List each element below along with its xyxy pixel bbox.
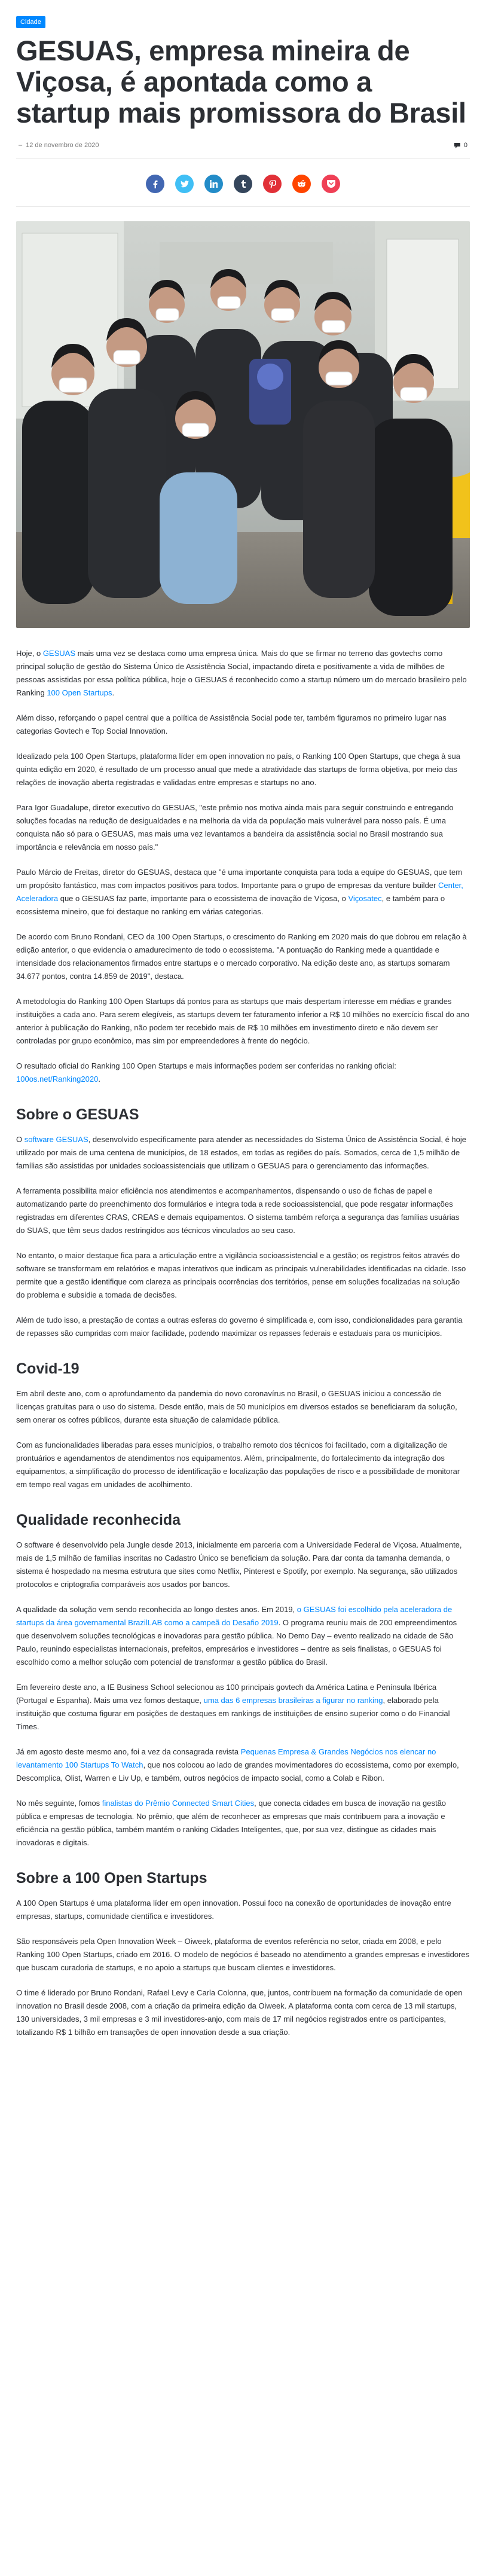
section-heading-sobre-100-open-startups: Sobre a 100 Open Startups <box>16 1870 207 1887</box>
paragraph: Além de tudo isso, a prestação de contas a outras esferas do governo é simplificada e, com isso, condicionalidades para garantia de repasses são cumpridas com maior facilidade, podendo maximizar os repasses federais e estaduais para os municípios. <box>16 1316 463 1338</box>
pinterest-share-button[interactable] <box>263 175 282 193</box>
open-startups-link[interactable]: 100 Open Startups <box>47 688 112 697</box>
text: . <box>98 1075 100 1083</box>
article-body <box>16 647 470 2039</box>
center-aceleradora-link[interactable]: Center, Aceleradora <box>16 881 463 903</box>
pocket-icon <box>327 180 335 188</box>
vicosatec-link[interactable]: Viçosatec <box>348 894 382 903</box>
paragraph: São responsáveis pela Open Innovation Week – Oiweek, plataforma de eventos referência no setor, criada em 2008, e pelo Ranking 100 Open Startups, criado em 2016. O modelo de negócios é baseado no atendimento a grandes empresas e investidores que buscam curadoria de startups, e no apoio a startups que buscam clientes e investidores. <box>16 1937 470 1972</box>
facebook-share-button[interactable] <box>146 175 164 193</box>
section-heading-covid: Covid-19 <box>16 1360 80 1377</box>
text: , que conecta cidades em busca de inovação na gestão pública e empresas de tecnologia. No prêmio, que além de reconhecer as empresas que mais contribuem para a inovação e eficiência na gestão pública, também mantém o ranking Cidades Inteligentes, que, por sua vez, distingue as cidades mais inovadoras e digitais. <box>16 1799 447 1847</box>
paragraph: A ferramenta possibilita maior eficiência nos atendimentos e acompanhamentos, dispensando o uso de fichas de papel e automatizando parte do preenchimento dos formulários e integra toda a rede socioassistencial, que pode resgatar informações registradas em diferentes CRAS, CREAS e demais equipamentos. O sistema também reforça a segurança das famílias usuárias do SUAS, que têm seus dados restringidos aos técnicos vinculados ao seu caso. <box>16 1186 460 1235</box>
text: Em fevereiro deste ano, a IE Business School selecionou as 100 principais govtech da América Latina e Península Ibérica (Portugal e Espanha). Mais uma vez fomos destaque, <box>16 1683 437 1705</box>
paragraph <box>16 1681 470 1733</box>
paragraph <box>16 647 470 700</box>
text: Já em agosto deste mesmo ano, foi a vez da consagrada revista <box>16 1747 241 1756</box>
text: , elaborado pela instituição que costuma figurar em posições de destaques em rankings de instituições de ensino superior como o do Financial Times. <box>16 1696 450 1731</box>
linkedin-share-button[interactable] <box>204 175 223 193</box>
category-badge[interactable]: Cidade <box>16 16 45 28</box>
share-buttons <box>16 175 470 193</box>
post-date-text: 12 de novembro de 2020 <box>26 142 99 149</box>
paragraph <box>16 866 470 918</box>
paragraph: O software é desenvolvido pela Jungle desde 2013, inicialmente em parceria com a Universidade Federal de Viçosa. Atualmente, mais de 1,5 milhão de famílias inscritas no Cadastro Único se beneficiam da solução. Para dar conta da tamanha demanda, o sistema é hospedado na mesma estrutura que sites como Netflix, Pinterest e Spotify, por exemplo. Na segurança, são utilizados protocolos e criptografia comparáveis aos usados por bancos. <box>16 1540 462 1589</box>
twitter-share-button[interactable] <box>175 175 194 193</box>
text: . O programa reuniu mais de 200 empreendimentos que desenvolvem soluções tecnológicas e inovadoras para gestão pública. No Demo Day – evento realizado na cidade de São Paulo, reunindo especialistas internacionais, prefeitos, empresários e investidores – dentre as seis finalistas, o GESUAS foi escolhido como a melhor solução com potencial de transformar a gestão pública do Brasil. <box>16 1618 457 1667</box>
featured-photo <box>16 221 470 628</box>
tumblr-share-button[interactable] <box>234 175 252 193</box>
text: Paulo Márcio de Freitas, diretor do GESUAS, destaca que "é uma importante conquista para toda a equipe do GESUAS, que tem um propósito fantástico, mas com impactos positivos para todos. Importante para o grupo de empresas da venture builder <box>16 868 463 890</box>
comments-count-text: 0 <box>463 142 467 149</box>
meta-divider <box>16 158 470 159</box>
text: A qualidade da solução vem sendo reconhecida ao longo destes anos. Em 2019, <box>16 1605 297 1614</box>
paragraph <box>16 1060 470 1086</box>
linkedin-icon <box>210 180 218 188</box>
team-photo-illustration <box>16 221 470 628</box>
text: Hoje, o <box>16 649 43 658</box>
section-heading-sobre-gesuas: Sobre o GESUAS <box>16 1106 139 1123</box>
text: , que nos colocou ao lado de grandes movimentadores do ecossistema, como por exemplo, Descomplica, Olist, Warren e Liv Up, e também, outros negócios de impacto social, como a Colab e Ribon. <box>16 1760 459 1783</box>
paragraph: Além disso, reforçando o papel central que a política de Assistência Social pode ter, também figuramos no primeiro lugar nas categorias Govtech e Top Social Innovation. <box>16 713 447 735</box>
pocket-share-button[interactable] <box>322 175 340 193</box>
ie-ranking-link[interactable]: uma das 6 empresas brasileiras a figurar no ranking <box>203 1696 383 1705</box>
paragraph <box>16 1745 470 1785</box>
paragraph <box>16 1133 470 1173</box>
software-gesuas-link[interactable]: software GESUAS <box>24 1135 88 1144</box>
pegn-link[interactable]: Pequenas Empresa & Grandes Negócios nos elencar no levantamento 100 Startups To Watch <box>16 1747 436 1769</box>
brazillab-link[interactable]: o GESUAS foi escolhido pela aceleradora de startups da área governamental BrazilLAB como a campeã do Desafio 2019 <box>16 1605 453 1627</box>
comments-count[interactable] <box>454 142 467 149</box>
paragraph: No entanto, o maior destaque fica para a articulação entre a vigilância socioassistencial e a gestão; os registros feitos através do software se transformam em relatórios e mapas interativos que indicam as principais vulnerabilidades identificadas na cidade. Isso permite que a gestão identifique com clareza as principais ocorrências dos territórios, pense em soluções focalizadas na solução do problema e subsidie a tomada de decisões. <box>16 1251 466 1299</box>
date-separator-dash: – <box>19 142 23 149</box>
section-heading-qualidade: Qualidade reconhecida <box>16 1512 181 1528</box>
gesuas-link[interactable]: GESUAS <box>42 649 75 658</box>
twitter-icon <box>181 181 189 188</box>
text: . <box>112 688 115 697</box>
paragraph: Idealizado pela 100 Open Startups, plataforma líder em open innovation no país, o Ranking 100 Open Startups, que chega à sua quinta edição em 2020, é resultado de um processo anual que mede a atratividade das startups de forma objetiva, por meio das relações de inovação aberta registradas e validadas entre empresas e startups no ano. <box>16 752 460 787</box>
comment-icon <box>454 142 461 149</box>
reddit-icon <box>297 180 306 188</box>
connected-smart-cities-link[interactable]: finalistas do Prêmio Connected Smart Cities <box>102 1799 255 1808</box>
paragraph: A metodologia do Ranking 100 Open Startups dá pontos para as startups que mais despertam interesse em médias e grandes instituições a cada ano. Para serem elegíveis, as startups devem ter faturamento inferior a R$ 10 milhões no exercício fiscal do ano anterior à publicação do Ranking, não podem ter recebido mais de R$ 10 milhões em investimento direto e não devem ser controladas por grupo econômico, mas sim por empreendedores à frente do negócio. <box>16 997 469 1045</box>
share-divider <box>16 206 470 207</box>
text: que o GESUAS faz parte, importante para o ecossistema de inovação de Viçosa, o <box>58 894 349 903</box>
paragraph <box>16 1797 470 1849</box>
paragraph: Em abril deste ano, com o aprofundamento da pandemia do novo coronavírus no Brasil, o GESUAS iniciou a concessão de licenças gratuitas para o uso do sistema. Desde então, mais de 50 municípios em diversos estados se beneficiaram da solução, sem onerar os cofres públicos, durante esta situação de calamidade pública. <box>16 1389 457 1424</box>
post-date <box>19 142 99 149</box>
text: O resultado oficial do Ranking 100 Open Startups e mais informações podem ser conferidas no ranking oficial: <box>16 1061 396 1070</box>
text: , e também para o ecossistema mineiro, que foi destaque no ranking em várias categorias. <box>16 894 445 916</box>
paragraph: A 100 Open Startups é uma plataforma líder em open innovation. Possui foco na conexão de oportunidades de inovação entre empresas, startups, comunidade científica e investidores. <box>16 1899 451 1921</box>
reddit-share-button[interactable] <box>292 175 311 193</box>
text: O <box>16 1135 25 1144</box>
paragraph: De acordo com Bruno Rondani, CEO da 100 Open Startups, o crescimento do Ranking em 2020 mais do que dobrou em relação à edição anterior, o que evidencia o amadurecimento de todo o ecossistema. "A pontuação do Ranking mede a quantidade e intensidade dos relacionamentos firmados entre startups e o mercado corporativo. Na edição deste ano, as startups somaram 34.677 pontos, contra 14.859 de 2019", destaca. <box>16 932 467 981</box>
paragraph: O time é liderado por Bruno Rondani, Rafael Levy e Carla Colonna, que, juntos, contribuem na formação da comunidade de open innovation no Brasil desde 2008, com a criação da primeira edição da Oiweek. A plataforma conta com cerca de 13 mil startups, 130 universidades, 3 mil empresas e 3 mil investidores-anjo, com mais de 17 mil negócios registrados entre os participantes, totalizando R$ 1 bilhão em transações de open innovation desde a sua criação. <box>16 1988 463 2037</box>
article-title: GESUAS, empresa mineira de Viçosa, é apontada como a startup mais promissora do Brasil <box>16 35 466 129</box>
text: mais uma vez se destaca como uma empresa única. Mais do que se firmar no terreno das govtechs como principal solução de gestão do Sistema Único de Assistência Social, impactando direta e positivamente a vida de milhões de pessoas assistidas por essa política pública, hoje o GESUAS é reconhecido como a startup número um do mercado brasileiro pelo Ranking <box>16 649 467 697</box>
paragraph: Com as funcionalidades liberadas para esses municípios, o trabalho remoto dos técnicos foi facilitado, com a digitalização de prontuários e agendamentos de atendimentos nos equipamentos. Além, principalmente, do fortalecimento da integração dos equipamentos, a simplificação do processo de identificação e localização das populações de risco e a possibilidade de monitorar em tempo real vagas em unidades de acolhimento. <box>16 1440 460 1489</box>
pinterest-icon <box>269 180 276 188</box>
article-meta <box>16 142 470 149</box>
text: , desenvolvido especificamente para atender as necessidades do Sistema Único de Assistência Social, é hoje utilizado por mais de uma centena de municípios, de 18 estados, em todas as regiões do país. Somados, cerca de 1,5 milhão de famílias são assistidas por unidades socioassistenciais que utilizam o GESUAS para o gerenciamento das informações. <box>16 1135 466 1170</box>
text: No mês seguinte, fomos <box>16 1799 102 1808</box>
ranking-link[interactable]: 100os.net/Ranking2020 <box>16 1075 99 1083</box>
facebook-icon <box>151 180 160 188</box>
tumblr-icon <box>240 180 246 188</box>
paragraph: Para Igor Guadalupe, diretor executivo do GESUAS, "este prêmio nos motiva ainda mais para seguir construindo e entregando soluções focadas na redução de desigualdades e na melhoria da vida da população mais vulnerável para nosso país. É uma conquista não só para o GESUAS, mas mais uma vez levantamos a bandeira da assistência social no Brasil mostrando sua importância e relevância em nosso país." <box>16 803 454 851</box>
paragraph <box>16 1603 470 1669</box>
